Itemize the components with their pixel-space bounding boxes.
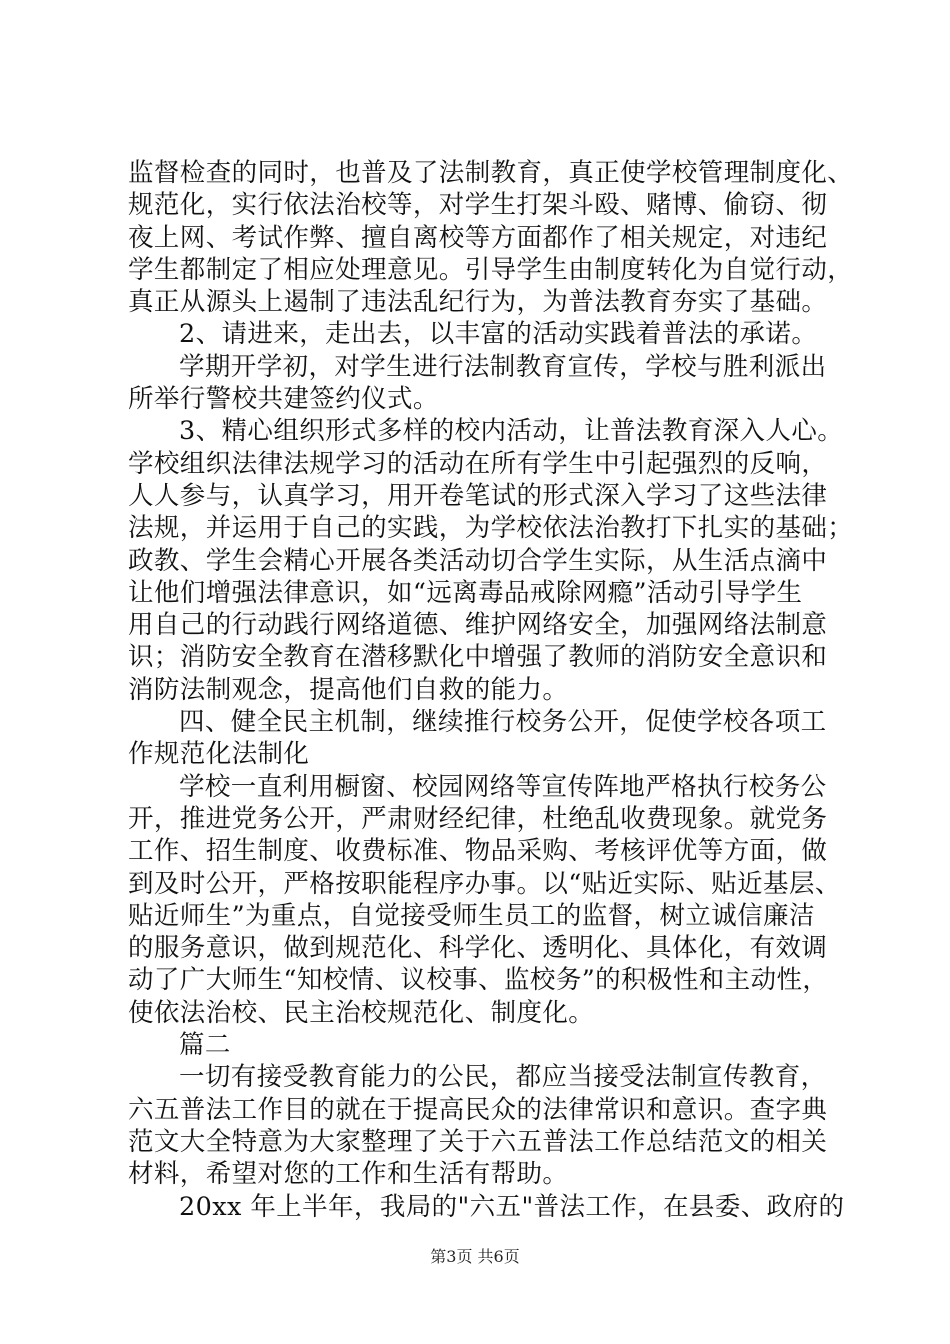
text-line: 材料，希望对您的工作和生活有帮助。 xyxy=(128,1159,569,1190)
text-line: 开，推进党务公开，严肃财经纪律，杜绝乱收费现象。就党务 xyxy=(128,803,828,834)
text-line: 使依法治校、民主治校规范化、制度化。 xyxy=(128,997,595,1028)
text-line: 监督检查的同时，也普及了法制教育，真正使学校管理制度化、 xyxy=(128,158,854,188)
text-line: 作规范化法制化 xyxy=(128,739,310,770)
text-line: 贴近师生”为重点，自觉接受师生员工的监督，树立诚信廉洁 xyxy=(128,900,815,931)
document-body xyxy=(128,157,854,1223)
text-line: 法规，并运用于自己的实践，为学校依法治教打下扎实的基础； xyxy=(128,513,854,544)
text-line: 夜上网、考试作弊、擅自离校等方面都作了相关规定，对违纪 xyxy=(128,222,828,253)
text-line: 到及时公开，严格按职能程序办事。以“贴近实际、贴近基层、 xyxy=(128,868,841,899)
text-line: 四、健全民主机制，继续推行校务公开，促使学校各项工 xyxy=(179,707,827,738)
text-line: 20xx 年上半年，我局的"六五"普法工作，在县委、政府的 xyxy=(179,1191,845,1222)
text-line: 范文大全特意为大家整理了关于六五普法工作总结范文的相关 xyxy=(128,1126,828,1157)
text-line: 学校组织法律法规学习的活动在所有学生中引起强烈的反响， xyxy=(128,448,828,479)
text-line: 动了广大师生“知校情、议校事、监校务”的积极性和主动性， xyxy=(128,965,829,996)
text-line: 六五普法工作目的就在于提高民众的法律常识和意识。查字典 xyxy=(128,1094,828,1125)
text-line: 3、精心组织形式多样的校内活动，让普法教育深入人心。 xyxy=(179,416,844,447)
text-line: 识；消防安全教育在潜移默化中增强了教师的消防安全意识和 xyxy=(128,642,828,673)
text-line: 用自己的行动践行网络道德、维护网络安全，加强网络法制意 xyxy=(128,610,828,641)
text-line: 政教、学生会精心开展各类活动切合学生实际，从生活点滴中 xyxy=(128,545,828,576)
page-number-label: 第3页 共6页 xyxy=(430,1247,520,1266)
text-line: 消防法制观念，提高他们自救的能力。 xyxy=(128,674,569,705)
text-line: 篇二 xyxy=(179,1030,231,1061)
text-line: 学校一直利用橱窗、校园网络等宣传阵地严格执行校务公 xyxy=(179,771,827,802)
text-line: 真正从源头上遏制了违法乱纪行为，为普法教育夯实了基础。 xyxy=(128,287,828,318)
text-line: 规范化，实行依法治校等，对学生打架斗殴、赌博、偷窃、彻 xyxy=(128,190,828,221)
text-line: 所举行警校共建签约仪式。 xyxy=(128,384,439,415)
text-line: 学生都制定了相应处理意见。引导学生由制度转化为自觉行动， xyxy=(128,254,854,285)
text-line: 的服务意识，做到规范化、科学化、透明化、具体化，有效调 xyxy=(128,933,828,964)
text-line: 人人参与，认真学习，用开卷笔试的形式深入学习了这些法律 xyxy=(128,480,828,511)
text-line: 一切有接受教育能力的公民，都应当接受法制宣传教育， xyxy=(179,1062,827,1093)
text-line: 2、请进来，走出去，以丰富的活动实践着普法的承诺。 xyxy=(179,319,818,350)
text-line: 学期开学初，对学生进行法制教育宣传，学校与胜利派出 xyxy=(179,351,827,382)
text-line: 工作、招生制度、收费标准、物品采购、考核评优等方面，做 xyxy=(128,836,828,867)
page-footer xyxy=(0,1244,950,1267)
text-line: 让他们增强法律意识，如“远离毒品戒除网瘾”活动引导学生 xyxy=(128,577,803,608)
